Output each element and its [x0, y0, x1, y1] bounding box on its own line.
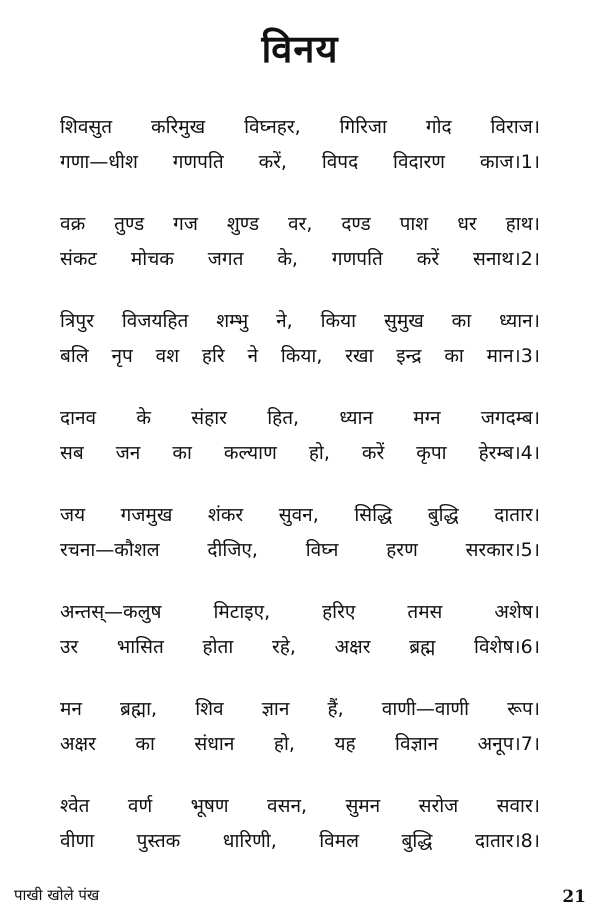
- verse-line: [60, 304, 540, 339]
- verse-word: करिमुख: [151, 116, 206, 138]
- verse-word: विपद: [321, 151, 359, 173]
- verse-word: विमल: [319, 830, 359, 852]
- verse-word: कृपा: [416, 442, 447, 464]
- verse-line: [60, 498, 540, 533]
- verse-word: गणा—धीश: [60, 151, 138, 173]
- verse-word: दीजिए,: [207, 539, 258, 561]
- stanza-3: [60, 304, 540, 401]
- verse-word: हरण: [386, 539, 418, 561]
- verse-word: वसन,: [267, 795, 308, 817]
- verse-word: के: [136, 407, 151, 429]
- verse-word: होता: [202, 636, 234, 658]
- verse-word: वीणा: [60, 830, 95, 852]
- verse-word: हरि: [201, 345, 225, 367]
- verse-word: जगदम्ब।: [480, 407, 540, 429]
- verse-word: गिरिजा: [339, 116, 387, 138]
- verse-word: गणपति: [172, 151, 224, 173]
- page-title: विनय: [261, 27, 339, 71]
- verse-word: हेरम्ब।4।: [478, 442, 540, 464]
- verse-line: [60, 824, 540, 859]
- verse-word: उर: [60, 636, 79, 658]
- verse-word: ने: [247, 345, 259, 367]
- verse-word: हरिए: [322, 601, 356, 623]
- verse-word: विज्ञान: [395, 733, 439, 755]
- verse-word: बुद्धि: [427, 504, 459, 526]
- verse-line: [60, 692, 540, 727]
- verse-word: सुमन: [345, 795, 381, 817]
- verse-word: सब: [60, 442, 84, 464]
- verse-word: गज: [173, 213, 198, 235]
- verse-word: सुवन,: [278, 504, 319, 526]
- verse-word: दण्ड: [341, 213, 371, 235]
- verse-word: ब्रह्म: [409, 636, 436, 658]
- page-number: 21: [562, 887, 586, 907]
- verse-word: रखा: [345, 345, 374, 367]
- verse-word: दानव: [60, 407, 97, 429]
- verse-line: [60, 727, 540, 762]
- verse-word: रूप।: [507, 698, 540, 720]
- verse-word: विशेष।6।: [474, 636, 540, 658]
- verse-word: हो,: [273, 733, 295, 755]
- verse-word: विघ्नहर,: [244, 116, 301, 138]
- verse-word: सरकार।5।: [465, 539, 540, 561]
- book-title-footer: पाखी खोले पंख: [14, 886, 100, 904]
- verse-word: मान।3।: [486, 345, 540, 367]
- verse-word: रचना—कौशल: [60, 539, 160, 561]
- stanza-7: [60, 692, 540, 789]
- verse-word: वर्ण: [127, 795, 153, 817]
- verse-word: सवार।: [496, 795, 540, 817]
- verse-word: मिटाइए,: [213, 601, 271, 623]
- verse-word: किया: [320, 310, 357, 332]
- verse-word: धर: [457, 213, 477, 235]
- verse-line: [60, 242, 540, 277]
- verse-word: शिवसुत: [60, 116, 113, 138]
- verse-word: अनूप।7।: [477, 733, 540, 755]
- verse-line: [60, 339, 540, 374]
- verse-word: ज्ञान: [261, 698, 290, 720]
- verse-line: [60, 110, 540, 145]
- poem-body: [60, 110, 540, 886]
- verse-word: तमस: [407, 601, 443, 623]
- verse-word: दातार।8।: [474, 830, 540, 852]
- verse-word: जगत: [207, 248, 244, 270]
- verse-word: धारिणी,: [222, 830, 277, 852]
- verse-word: के,: [277, 248, 298, 270]
- stanza-2: [60, 207, 540, 304]
- verse-word: करें,: [258, 151, 287, 173]
- verse-word: यह: [334, 733, 356, 755]
- verse-line: [60, 533, 540, 568]
- verse-line: [60, 436, 540, 471]
- verse-word: संकट: [60, 248, 98, 270]
- verse-word: मग्न: [413, 407, 441, 429]
- verse-word: वश: [155, 345, 180, 367]
- verse-word: विदारण: [393, 151, 446, 173]
- verse-word: त्रिपुर: [60, 310, 94, 332]
- verse-word: का: [172, 442, 192, 464]
- verse-word: करें: [361, 442, 385, 464]
- verse-word: ब्रह्मा,: [120, 698, 158, 720]
- verse-word: जय: [60, 504, 86, 526]
- verse-word: मन: [60, 698, 82, 720]
- verse-word: हैं,: [327, 698, 344, 720]
- verse-word: दातार।: [494, 504, 540, 526]
- verse-word: तुण्ड: [114, 213, 145, 235]
- verse-word: वाणी—वाणी: [381, 698, 470, 720]
- verse-word: हो,: [308, 442, 330, 464]
- verse-word: भासित: [116, 636, 164, 658]
- verse-word: नृप: [111, 345, 133, 367]
- verse-line: [60, 145, 540, 180]
- verse-word: करें: [416, 248, 440, 270]
- verse-word: श्वेत: [60, 795, 90, 817]
- verse-word: शुण्ड: [226, 213, 260, 235]
- stanza-4: [60, 401, 540, 498]
- verse-word: भूषण: [190, 795, 229, 817]
- verse-word: गणपति: [331, 248, 383, 270]
- verse-word: जन: [115, 442, 141, 464]
- verse-word: शम्भु: [216, 310, 249, 332]
- verse-word: वर,: [287, 213, 313, 235]
- verse-line: [60, 789, 540, 824]
- verse-word: बुद्धि: [401, 830, 433, 852]
- stanza-5: [60, 498, 540, 595]
- verse-word: का: [451, 310, 472, 332]
- verse-word: सिद्धि: [354, 504, 393, 526]
- verse-word: कल्याण: [223, 442, 277, 464]
- verse-word: सनाथ।2।: [473, 248, 540, 270]
- stanza-6: [60, 595, 540, 692]
- verse-word: हाथ।: [505, 213, 540, 235]
- verse-word: ने,: [276, 310, 293, 332]
- verse-word: अक्षर: [60, 733, 96, 755]
- verse-line: [60, 630, 540, 665]
- verse-line: [60, 207, 540, 242]
- verse-word: सुमुख: [384, 310, 424, 332]
- verse-word: संहार: [191, 407, 227, 429]
- verse-word: सरोज: [418, 795, 459, 817]
- verse-word: मोचक: [130, 248, 174, 270]
- verse-word: का: [444, 345, 464, 367]
- verse-word: पुस्तक: [136, 830, 181, 852]
- verse-word: ध्यान।: [499, 310, 540, 332]
- verse-word: संधान: [194, 733, 235, 755]
- verse-word: अन्तस्—कलुष: [60, 601, 162, 623]
- verse-word: हित,: [267, 407, 300, 429]
- verse-word: बलि: [60, 345, 89, 367]
- verse-word: विजयहित: [121, 310, 189, 332]
- verse-word: वक्र: [60, 213, 86, 235]
- verse-word: ध्यान: [339, 407, 374, 429]
- verse-word: विघ्न: [305, 539, 339, 561]
- verse-word: गजमुख: [120, 504, 173, 526]
- stanza-8: [60, 789, 540, 886]
- verse-word: पाश: [399, 213, 429, 235]
- verse-word: इन्द्र: [396, 345, 422, 367]
- verse-word: शंकर: [207, 504, 244, 526]
- verse-line: [60, 595, 540, 630]
- stanza-1: [60, 110, 540, 207]
- verse-word: अशेष।: [494, 601, 540, 623]
- verse-word: किया,: [280, 345, 323, 367]
- verse-line: [60, 401, 540, 436]
- verse-word: रहे,: [271, 636, 296, 658]
- verse-word: का: [135, 733, 155, 755]
- verse-word: विराज।: [490, 116, 540, 138]
- verse-word: अक्षर: [334, 636, 371, 658]
- verse-word: गोद: [425, 116, 452, 138]
- verse-word: काज।1।: [479, 151, 540, 173]
- verse-word: शिव: [195, 698, 224, 720]
